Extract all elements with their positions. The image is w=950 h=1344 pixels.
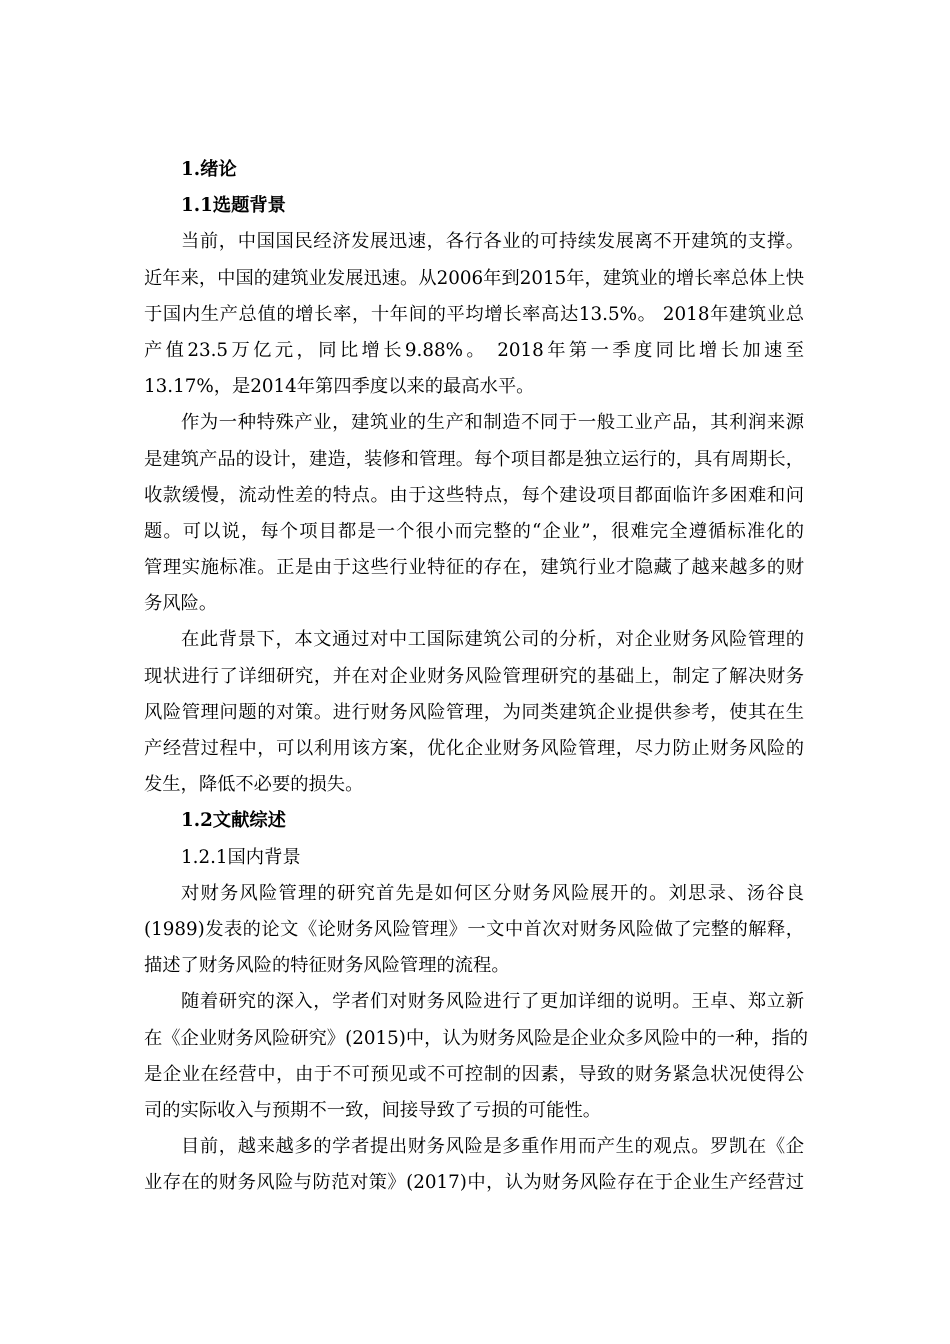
paragraph-line: 近年来，中国的建筑业发展迅速。从2006年到2015年，建筑业的增长率总体上快	[144, 267, 804, 289]
paragraph-line: 是建筑产品的设计，建造，装修和管理。每个项目都是独立运行的，具有周期长，	[144, 448, 804, 470]
paragraph-line: 司的实际收入与预期不一致，间接导致了亏损的可能性。	[144, 1099, 602, 1121]
paragraph-line: 现状进行了详细研究，并在对企业财务风险管理研究的基础上，制定了解决财务	[144, 665, 804, 687]
paragraph-line: 收款缓慢，流动性差的特点。由于这些特点，每个建设项目都面临许多困难和问	[144, 484, 804, 506]
paragraph-line: 产经营过程中，可以利用该方案，优化企业财务风险管理，尽力防止财务风险的	[144, 738, 804, 759]
paragraph-line: 在此背景下，本文通过对中工国际建筑公司的分析，对企业财务风险管理的	[181, 629, 804, 651]
paragraph-line: (1989)发表的论文《论财务风险管理》一文中首次对财务风险做了完整的解释，	[144, 918, 804, 940]
chapter-heading: 1.绪论	[181, 159, 237, 180]
paragraph-line: 当前，中国国民经济发展迅速，各行各业的可持续发展离不开建筑的支撑。	[181, 231, 804, 253]
paragraph-line: 对财务风险管理的研究首先是如何区分财务风险展开的。刘思录、汤谷良	[181, 882, 804, 904]
paragraph-line: 描述了财务风险的特征财务风险管理的流程。	[144, 955, 510, 977]
paragraph-line: 管理实施标准。正是由于这些行业特征的存在，建筑行业才隐藏了越来越多的财	[144, 557, 804, 579]
paragraph-line: 业存在的财务风险与防范对策》(2017)中，认为财务风险存在于企业生产经营过	[144, 1172, 804, 1194]
paragraph-line: 作为一种特殊产业，建筑业的生产和制造不同于一般工业产品，其利润来源	[181, 412, 804, 434]
paragraph-line: 是企业在经营中，由于不可预见或不可控制的因素，导致的财务紧急状况使得公	[144, 1063, 804, 1085]
subsection-heading: 1.2.1国内背景	[181, 846, 301, 868]
paragraph-line: 随着研究的深入，学者们对财务风险进行了更加详细的说明。王卓、郑立新	[181, 991, 804, 1013]
document-body	[144, 152, 809, 1201]
paragraph-line: 在《企业财务风险研究》(2015)中，认为财务风险是企业众多风险中的一种，指的	[144, 1027, 809, 1049]
section-heading: 1.1选题背景	[181, 195, 286, 217]
section-heading: 1.2文献综述	[181, 810, 286, 832]
paragraph-line: 题。可以说，每个项目都是一个很小而完整的“企业”，很难完全遵循标准化的	[144, 520, 804, 542]
paragraph-line: 目前，越来越多的学者提出财务风险是多重作用而产生的观点。罗凯在《企	[181, 1136, 804, 1158]
paragraph-line: 务风险。	[144, 593, 218, 615]
paragraph-line: 13.17%，是2014年第四季度以来的最高水平。	[144, 376, 535, 398]
paragraph-line: 于国内生产总值的增长率，十年间的平均增长率高达13.5%。 2018年建筑业总	[144, 303, 804, 325]
paragraph-line: 风险管理问题的对策。进行财务风险管理，为同类建筑企业提供参考，使其在生	[144, 701, 804, 723]
paragraph-line: 产值23.5万亿元，同比增长9.88%。 2018年第一季度同比增长加速至	[144, 339, 804, 361]
paragraph-line: 发生，降低不必要的损失。	[144, 774, 364, 796]
